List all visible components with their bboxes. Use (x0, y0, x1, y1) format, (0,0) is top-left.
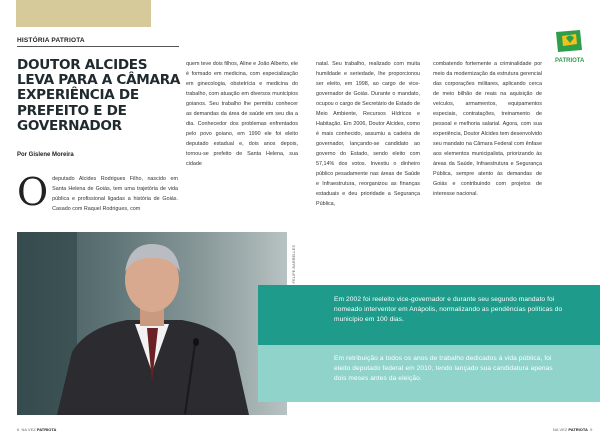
article-column-3: natal. Seu trabalho, realizado com muita humildade e seriedade, lhe proporcionou ser eleito, em 1998, ao cargo de vice-governador de Goiás. Durante o mandato, ocupou o cargo de Secretário de Estado de Meio Ambiente, Recursos Hídricos e Habitação. Em 2006, Doutor Alcides, como é mais conhecido, assumiu a cadeira de governador, lançando-se candidato ao governo do Estado, sendo eleito com 57,14% dos votos. Investiu o dinheiro público pesadamente nas áreas de Saúde e Infraestrutura, reorganizou as finanças estaduais e deu prioridade a Segurança Pública, (316, 61, 420, 207)
article-title: DOUTOR ALCIDES LEVA PARA A CÂMARA EXPERIÊNCIA DE PREFEITO E DE GOVERNADOR (17, 57, 181, 134)
pull-quote-light-text: Em retribuição a todos os anos de trabalho dedicados à vida pública, foi eleito deputado federal em 2010, tendo lançado sua candidatura apenas dois meses antes da eleição. (334, 355, 553, 383)
header-gold-bar (16, 0, 151, 27)
article-column-2: quem teve dois filhos, Aline e João Alberto, ele é formado em medicina, com especialização em ginecologia, obstetrícia e medicina do trabalho, com atuação em diversos municípios goianos. Seu trabalho lhe permitiu conhecer as demandas da área de saúde em seu dia a dia. Conhecedor dos problemas enfrentados pelo povo goiano, em 1990 ele foi eleito deputado estadual e, dois anos depois, tornou-se prefeito de Santa Helena, sua cidade (186, 61, 298, 167)
pull-quote-dark (258, 285, 600, 345)
footer-right (553, 427, 592, 432)
logo-wordmark: PATRIOTA (555, 58, 585, 64)
footer-right-page: 9 (590, 427, 593, 432)
article-column-4: combatendo fortemente a criminalidade por meio da modernização da estrutura gerencial das corporações militares, aplicando cerca de meio bilhão de reais na aquisição de veículos, armamentos, equipamentos especiais, contratações, treinamento de pessoal e melhoria salarial. Agora, com sua experiência, Doutor Alcides tem desenvolvido seu mandato na Câmara Federal com ênfase aos elementos municipalista, priorizando às áreas da Saúde, Infraestrutura e Segurança Pública, sempre atento às demandas de Goiás e contribuindo com projetos de interesse nacional. (433, 61, 542, 197)
drop-cap: O (17, 170, 49, 214)
pull-quote-dark-text: Em 2002 foi reeleito vice-governador e durante seu segundo mandato foi nomeado interventor em Anápolis, normalizando as pendências políticas do município em 100 dias. (334, 296, 563, 324)
footer-left-page: 6 (17, 427, 20, 432)
footer-right-prefix: NA VEZ (553, 427, 568, 432)
article-column-1 (17, 170, 178, 214)
footer-left-prefix: NA VEZ (21, 427, 36, 432)
patriota-logo-icon (552, 28, 586, 68)
column-1-text: deputado Alcides Rodrigues Filho, nascido em Santa Helena de Goiás, tem uma trajetória de vida pública e profissional ligadas a história de Goiás. Casado com Raquel Rodrigues, com (52, 176, 178, 212)
photo-credit: FELIPE BARRELLES (291, 245, 296, 284)
footer-right-brand: PATRIOTA (568, 427, 588, 432)
article-byline: Por Gislene Moreira (17, 152, 74, 158)
section-divider (17, 46, 179, 47)
portrait-photo (17, 232, 287, 415)
footer-left-brand: PATRIOTA (36, 427, 57, 432)
footer-left (17, 427, 56, 432)
pull-quote-light (258, 345, 600, 402)
section-label: HISTÓRIA PATRIOTA (17, 37, 85, 44)
